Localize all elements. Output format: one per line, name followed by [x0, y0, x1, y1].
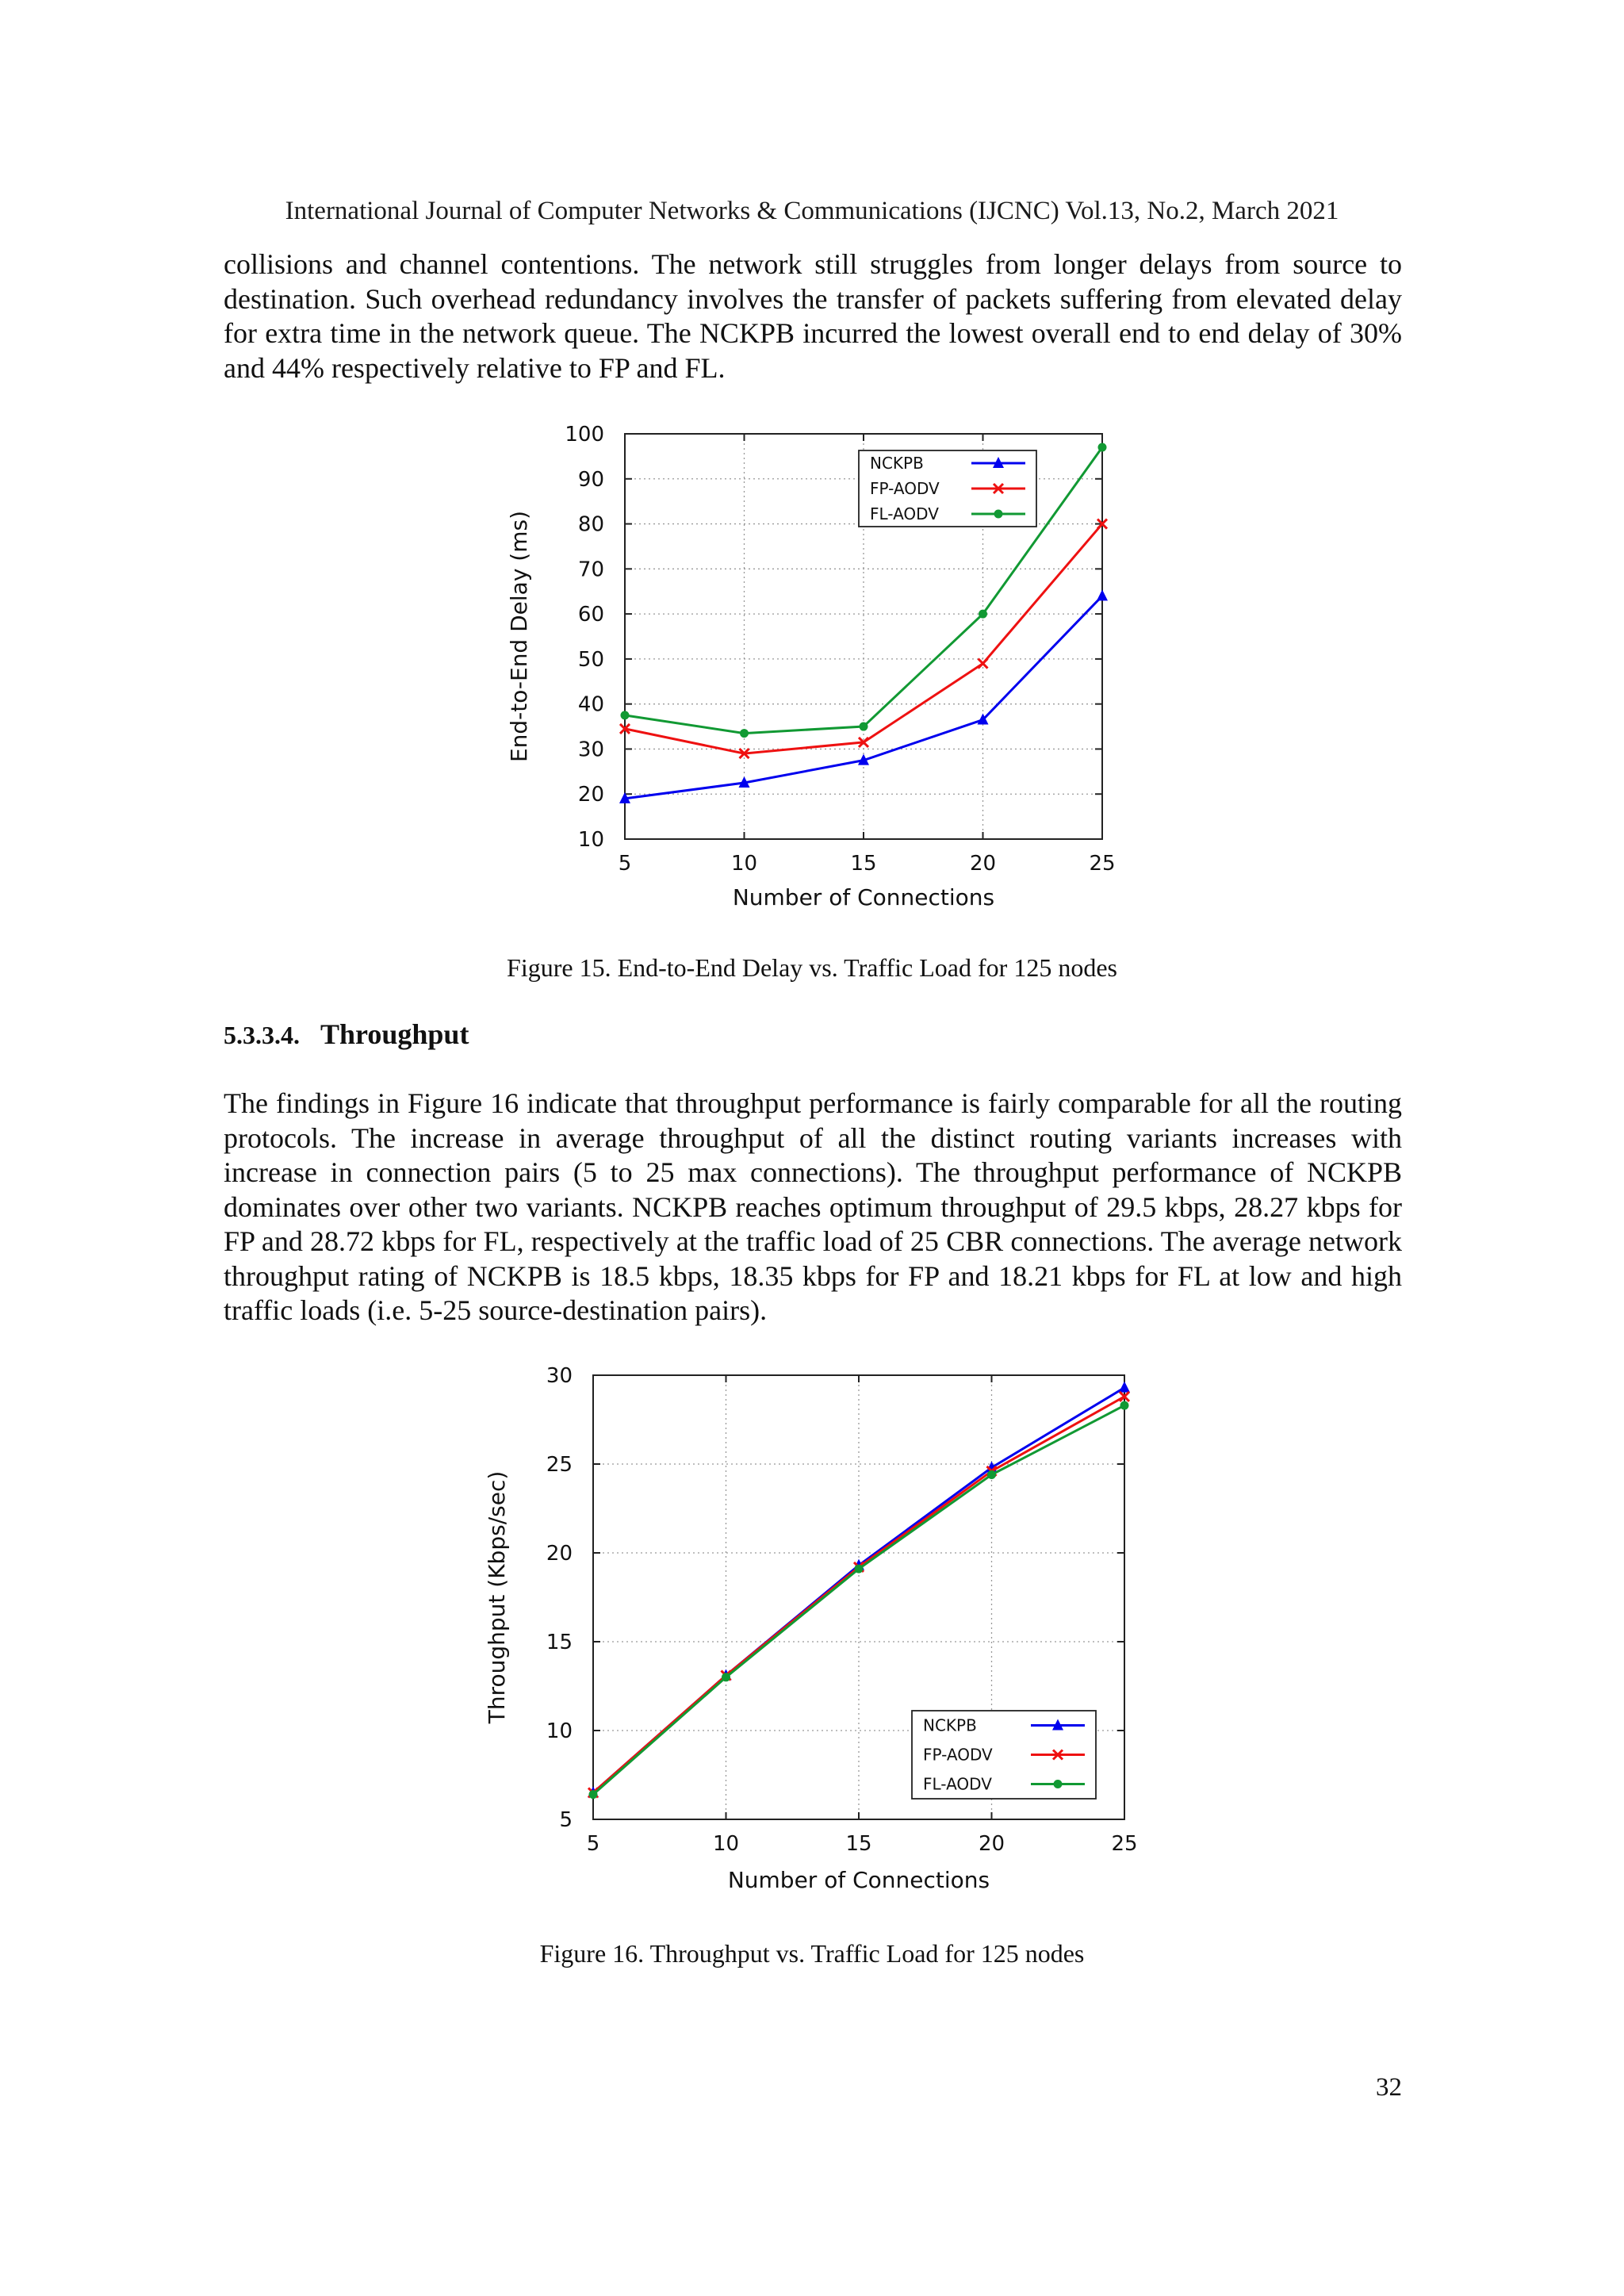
x-tick-label: 20	[969, 852, 997, 876]
legend-label: FP-AODV	[870, 479, 940, 498]
x-axis-label: Number of Connections	[732, 884, 995, 910]
data-point-fl-aodv	[987, 1470, 996, 1479]
y-tick-label: 80	[577, 512, 604, 537]
data-point-fl-aodv	[1120, 1401, 1129, 1410]
paragraph-delay-discussion: collisions and channel contentions. The network still struggles from longer delays from source to destination. Such overhead redundancy involves the transfer of packets suffering from elevated delay for extra time in the network queue. The NCKPB incurred the lowest overall end to end delay of 30% and 44% respectively relative to FP and FL.	[224, 248, 1402, 384]
section-title: Throughput	[320, 1018, 469, 1050]
legend-label: FL-AODV	[870, 504, 939, 523]
y-tick-label: 40	[577, 692, 604, 717]
page-number: 32	[1376, 2073, 1402, 2102]
x-tick-label: 25	[1111, 1832, 1138, 1856]
y-tick-label: 10	[577, 828, 604, 852]
y-tick-label: 30	[546, 1364, 573, 1388]
x-tick-label: 15	[845, 1832, 872, 1856]
legend-label: FL-AODV	[923, 1774, 992, 1794]
figure-15-caption: Figure 15. End-to-End Delay vs. Traffic Load for 125 nodes	[507, 953, 1117, 982]
section-number: 5.3.3.4.	[224, 1021, 300, 1049]
y-tick-label: 50	[577, 647, 604, 672]
x-tick-label: 25	[1089, 852, 1116, 876]
y-tick-label: 70	[577, 558, 604, 582]
legend-label: FP-AODV	[923, 1745, 993, 1765]
data-point-nckpb	[1119, 1382, 1130, 1393]
y-tick-label: 15	[546, 1631, 573, 1654]
x-tick-label: 5	[618, 852, 632, 876]
y-tick-label: 100	[565, 423, 604, 447]
y-tick-label: 30	[577, 738, 604, 762]
x-tick-label: 5	[586, 1832, 600, 1856]
paragraph-throughput-discussion: The findings in Figure 16 indicate that throughput performance is fairly comparable for all the routing protocols. The increase in average throughput of all the distinct routing variants increases with increase in connection pairs (5 to 25 max connections). The throughput performance of NCKPB dominates over other two variants. NCKPB reaches optimum throughput of 29.5 kbps, 28.27 kbps for FP and 28.72 kbps for FL, respectively at the traffic load of 25 CBR connections. The average network throughput rating of NCKPB is 18.5 kbps, 18.35 kbps for FP and 18.21 kbps for FL at low and high traffic loads (i.e. 5-25 source-destination pairs).	[224, 1087, 1402, 1326]
legend-label: NCKPB	[923, 1715, 977, 1735]
data-point-fl-aodv	[855, 1565, 864, 1573]
x-tick-label: 10	[712, 1832, 740, 1856]
running-header: International Journal of Computer Networks & Communications (IJCNC) Vol.13, No.2, March 2021	[285, 197, 1339, 225]
y-tick-label: 25	[546, 1453, 573, 1477]
y-tick-label: 20	[577, 783, 604, 807]
legend-label: NCKPB	[870, 454, 924, 473]
y-tick-label: 5	[559, 1808, 573, 1832]
data-point-fl-aodv	[722, 1673, 730, 1681]
x-tick-label: 20	[978, 1832, 1005, 1856]
x-tick-label: 10	[730, 852, 758, 876]
figure-16-caption: Figure 16. Throughput vs. Traffic Load for 125 nodes	[539, 1939, 1085, 1968]
y-axis-label: Throughput (Kbps/sec)	[484, 1470, 510, 1724]
x-axis-label: Number of Connections	[727, 1867, 990, 1893]
x-tick-label: 15	[850, 852, 877, 876]
y-axis-label: End-to-End Delay (ms)	[506, 510, 532, 763]
legend-marker-fl-aodv	[1054, 1780, 1063, 1788]
data-point-fl-aodv	[589, 1790, 598, 1799]
y-tick-label: 10	[546, 1719, 573, 1743]
y-tick-label: 60	[577, 603, 604, 627]
y-tick-label: 90	[577, 467, 604, 492]
y-tick-label: 20	[546, 1542, 573, 1566]
